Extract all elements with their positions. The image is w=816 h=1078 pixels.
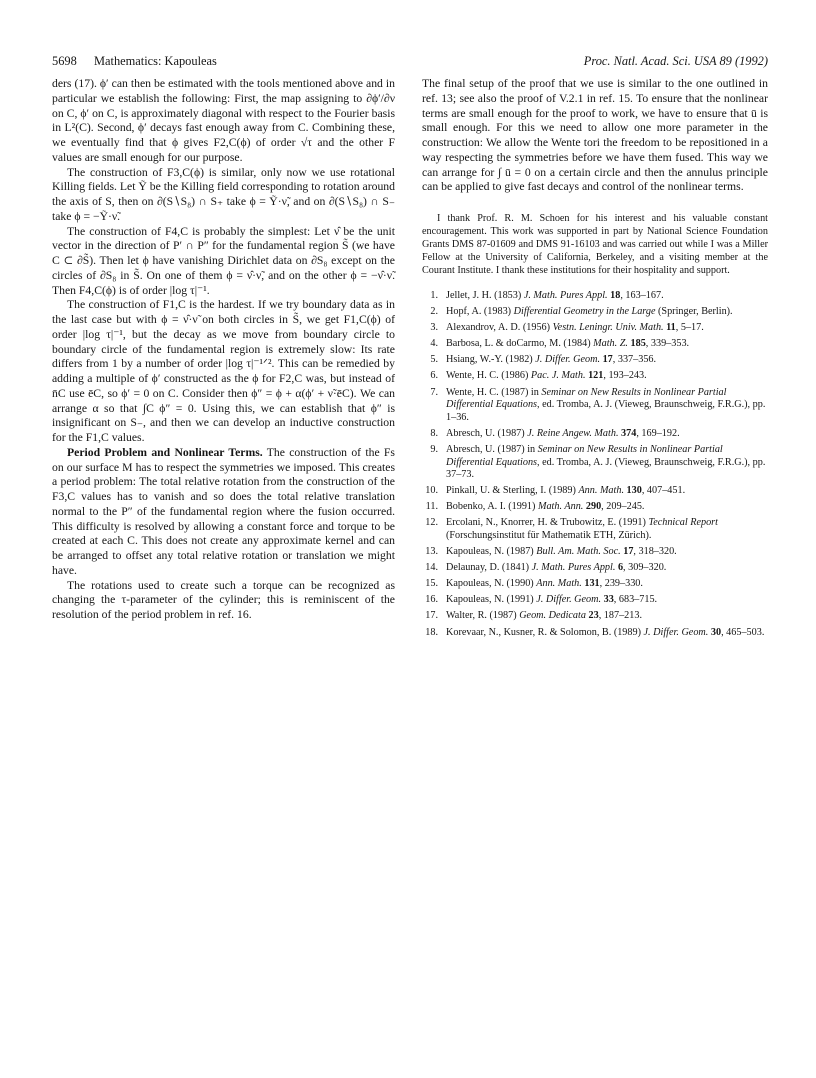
reference-number: 2.: [430, 306, 438, 318]
reference-pages: , 318–320.: [633, 546, 677, 558]
acknowledgment: I thank Prof. R. M. Schoen for his interest and his valuable constant encouragement. This work was supported in part by National Science Foundation Grants DMS 87-01609 and DMS 91-16103 and was carried out while I was a Miller Fellow at the University of California, Berkeley, and a visiting member at the Courant Institute. I thank these institutions for their hospitality and support.: [422, 213, 768, 276]
reference-item: [422, 370, 768, 383]
paragraph: The construction of F1,C is the hardest. If we try boundary data as in the last case but with ϕ = ν̂·ν̃ on both circles in S̃, we get F1,C(ϕ) of order |log τ|⁻¹, but the decay as we move from boundary circle to boundary circle of the fundamental region is extremely slow: Its rate differs from 1 by a number of order |log τ|⁻¹ᐟ². This can be remedied by adding a multiple of ϕ′ constructed as the ϕ for F2,C was, but instead of n̄C use ēC, so ϕ′ = 0 on C. Consider then ϕ″ = ϕ + α(ϕ′ + ν̃·ēC). We can arrange α so that ∫C ϕ″ = 0. Using this, we can establish that ϕ″ is insignificant on S₋, and then we can develop an inductive construction for the F1,C values.: [52, 298, 395, 444]
section-text: The construction of the Fs on our surface M has to respect the symmetries we imposed. This creates a period problem: The total relative rotation from the construction of the F3,C values has to vanish and so does the total relative translation normal to the P″ of the fundamental region where the fusion occurred. This difficulty is resolved by allowing a constant force and torque to be created at each C. This does not create any approximate kernel and can be arranged to offset any total relative rotation or translation we might have.: [52, 445, 395, 577]
reference-number: 12.: [425, 517, 438, 529]
reference-item: [422, 594, 768, 607]
reference-item: [422, 290, 768, 303]
reference-item: [422, 306, 768, 319]
page-header: [52, 54, 768, 74]
reference-pages: , 5–17.: [675, 322, 704, 334]
reference-authors: Abresch, U. (1987) in: [446, 443, 538, 455]
reference-authors: Ercolani, N., Knorrer, H. & Trubowitz, E. (1991): [446, 517, 649, 529]
paragraph: The construction of F3,C(ϕ) is similar, only now we use rotational Killing fields. Let Ỹ be the Killing field corresponding to rotation around the axis of S, then on ∂(S∖S₈) ∩ S₊ take ϕ = Ỹ·ν̃, and on ∂(S∖S₈) ∩ S₋ take ϕ = −Ỹ·ν̃.: [52, 165, 395, 223]
reference-pages: (Springer, Berlin).: [655, 306, 733, 318]
reference-item: [422, 444, 768, 482]
reference-authors: Hopf, A. (1983): [446, 306, 514, 318]
reference-pages: , 239–330.: [599, 578, 643, 590]
page-number: 5698: [52, 54, 77, 68]
reference-authors: Bobenko, A. I. (1991): [446, 501, 538, 513]
reference-pages: , 169–192.: [636, 427, 680, 439]
reference-journal: Pac. J. Math.: [530, 370, 586, 382]
reference-journal: J. Differ. Geom.: [536, 594, 602, 606]
reference-journal: Differential Geometry in the Large: [513, 306, 656, 318]
paragraph: The final setup of the proof that we use is similar to the one outlined in ref. 13; see also the proof of V.2.1 in ref. 15. To ensure that the nonlinear terms are small enough for the proof to work, we have to ensure that ū is small enough. For this we need to allow one more parameter in the construction: We allow the Wente tori the freedom to be repositioned in a way respecting the symmetries before we have them fused. This way we can arrange for ∫ ū = 0 on a certain circle and then the annulus principle can be applied to give fast decays and control of the nonlinear terms.: [422, 77, 768, 194]
reference-pages: , 187–213.: [598, 610, 642, 622]
reference-item: [422, 428, 768, 441]
reference-item: [422, 610, 768, 623]
reference-journal: J. Reine Angew. Math.: [527, 427, 619, 439]
reference-volume: 290: [585, 501, 602, 513]
reference-authors: Alexandrov, A. D. (1956): [446, 322, 553, 334]
reference-journal: Math. Z.: [593, 338, 628, 350]
reference-number: 15.: [425, 578, 438, 590]
reference-volume: 121: [588, 370, 604, 382]
reference-list: [422, 290, 768, 639]
reference-pages: , 465–503.: [721, 626, 765, 638]
reference-authors: Delaunay, D. (1841): [446, 562, 532, 574]
reference-journal: Ann. Math.: [578, 485, 624, 497]
reference-volume: 131: [584, 578, 600, 590]
reference-journal: J. Differ. Geom.: [643, 626, 709, 638]
reference-volume: 130: [626, 485, 642, 497]
paragraph: ders (17). ϕ′ can then be estimated with the tools mentioned above and in particular we establish the following: First, the map assigning to ∂ϕ′/∂ν on C, ϕ′ on C, is approximately diagonal with respect to the Fourier basis in L²(C). Second, ϕ′ decays fast enough away from C. Combining these, we eventually find that ϕ gives F2,C(ϕ) of order √τ and the other F values are small enough for our purpose.: [52, 77, 395, 164]
reference-number: 16.: [425, 594, 438, 606]
section-paragraph: [52, 446, 395, 579]
reference-journal: Technical Report: [648, 517, 718, 529]
reference-item: [422, 546, 768, 559]
reference-authors: Walter, R. (1987): [446, 610, 520, 622]
reference-journal: Seminar on New Results in Nonlinear Partial Differential Equations: [446, 386, 727, 411]
reference-item: [422, 562, 768, 575]
reference-number: 7.: [430, 386, 438, 398]
reference-journal: Seminar on New Results in Nonlinear Partial Differential Equations: [446, 443, 723, 468]
reference-volume: 17: [623, 546, 634, 558]
reference-journal: Vestn. Leningr. Univ. Math.: [552, 322, 664, 334]
reference-volume: 185: [630, 338, 646, 350]
reference-authors: Jellet, J. H. (1853): [446, 290, 524, 301]
reference-number: 6.: [430, 370, 438, 382]
reference-authors: Abresch, U. (1987): [446, 427, 528, 439]
journal-citation: Proc. Natl. Acad. Sci. USA 89 (1992): [583, 54, 768, 68]
reference-journal: Geom. Dedicata: [519, 610, 586, 622]
reference-volume: 18: [610, 290, 621, 301]
reference-pages: , 407–451.: [641, 485, 686, 497]
reference-item: [422, 354, 768, 367]
paragraph: The construction of F4,C is probably the simplest: Let ν̂ be the unit vector in the direction of P′ ∩ P″ for the fundamental region S̃ (we have C ⊂ ∂S̃). Then let ϕ have vanishing Dirichlet data on ∂S₈ except on the circles of ∂S₈ in S̃. On one of them ϕ = ν̂·ν̃, and on the other ϕ = −ν̂·ν̃. Then F4,C(ϕ) is of order |log τ|⁻¹.: [52, 224, 395, 297]
reference-volume: 30: [710, 626, 722, 638]
running-section-title: Mathematics: Kapouleas: [94, 54, 217, 68]
reference-item: [422, 485, 768, 498]
reference-authors: Wente, H. C. (1987) in: [446, 386, 542, 398]
reference-authors: Kapouleas, N. (1990): [446, 578, 537, 590]
reference-item: [422, 387, 768, 425]
reference-number: 4.: [430, 338, 438, 350]
reference-number: 17.: [425, 610, 438, 622]
reference-number: 3.: [430, 322, 438, 334]
reference-pages: , ed. Tromba, A. J. (Vieweg, Braunschweig, F.R.G.), pp. 1–36.: [446, 399, 766, 423]
reference-authors: Barbosa, L. & doCarmo, M. (1984): [446, 338, 594, 350]
right-column: [422, 77, 768, 643]
reference-journal: J. Math. Pures Appl.: [531, 562, 616, 574]
left-column: [52, 77, 395, 623]
reference-pages: , 209–245.: [601, 501, 645, 513]
reference-item: [422, 578, 768, 591]
reference-number: 14.: [425, 562, 438, 574]
reference-authors: Hsiang, W.-Y. (1982): [446, 354, 536, 366]
reference-authors: Kapouleas, N. (1987): [446, 546, 537, 558]
reference-number: 8.: [430, 427, 438, 439]
reference-journal: Math. Ann.: [537, 501, 584, 513]
reference-number: 13.: [425, 546, 438, 558]
reference-number: 9.: [430, 443, 438, 455]
reference-journal: Bull. Am. Math. Soc.: [536, 546, 621, 558]
reference-pages: , 163–167.: [620, 290, 664, 301]
reference-journal: J. Math. Pures Appl.: [523, 290, 608, 301]
reference-pages: , 193–243.: [603, 370, 647, 382]
reference-volume: 17: [602, 354, 613, 366]
reference-journal: J. Differ. Geom.: [535, 354, 601, 366]
reference-pages: , ed. Tromba, A. J. (Vieweg, Braunschweig, F.R.G.), pp. 37–73.: [446, 456, 766, 481]
reference-item: [422, 627, 768, 640]
reference-number: 1.: [430, 290, 438, 301]
reference-pages: , 337–356.: [612, 354, 657, 366]
reference-volume: 374: [621, 427, 637, 439]
reference-number: 10.: [425, 485, 438, 497]
section-heading: Period Problem and Nonlinear Terms.: [67, 445, 263, 459]
reference-number: 18.: [425, 626, 438, 638]
reference-pages: , 339–353.: [645, 338, 690, 350]
reference-journal: Ann. Math.: [536, 578, 582, 590]
reference-number: 11.: [425, 501, 438, 513]
reference-volume: 23: [588, 610, 599, 622]
reference-authors: Wente, H. C. (1986): [446, 370, 531, 382]
paragraph: The rotations used to create such a torque can be recognized as changing the τ-parameter of the cylinder; this is reminiscent of the resolution of the period problem in ref. 16.: [52, 578, 395, 621]
reference-volume: 6: [617, 562, 624, 574]
reference-pages: , 309–320.: [623, 562, 667, 574]
reference-authors: Pinkall, U. & Sterling, I. (1989): [446, 485, 579, 497]
reference-item: [422, 322, 768, 335]
reference-item: [422, 517, 768, 542]
reference-number: 5.: [430, 354, 438, 366]
reference-item: [422, 338, 768, 351]
reference-authors: Korevaar, N., Kusner, R. & Solomon, B. (1989): [446, 626, 644, 638]
reference-volume: 11: [666, 322, 676, 334]
reference-volume: 33: [603, 594, 614, 606]
reference-item: [422, 501, 768, 514]
reference-authors: Kapouleas, N. (1991): [446, 594, 537, 606]
reference-pages: , 683–715.: [613, 594, 658, 606]
reference-pages: (Forschungsinstitut für Mathematik ETH, Zürich).: [446, 530, 652, 541]
